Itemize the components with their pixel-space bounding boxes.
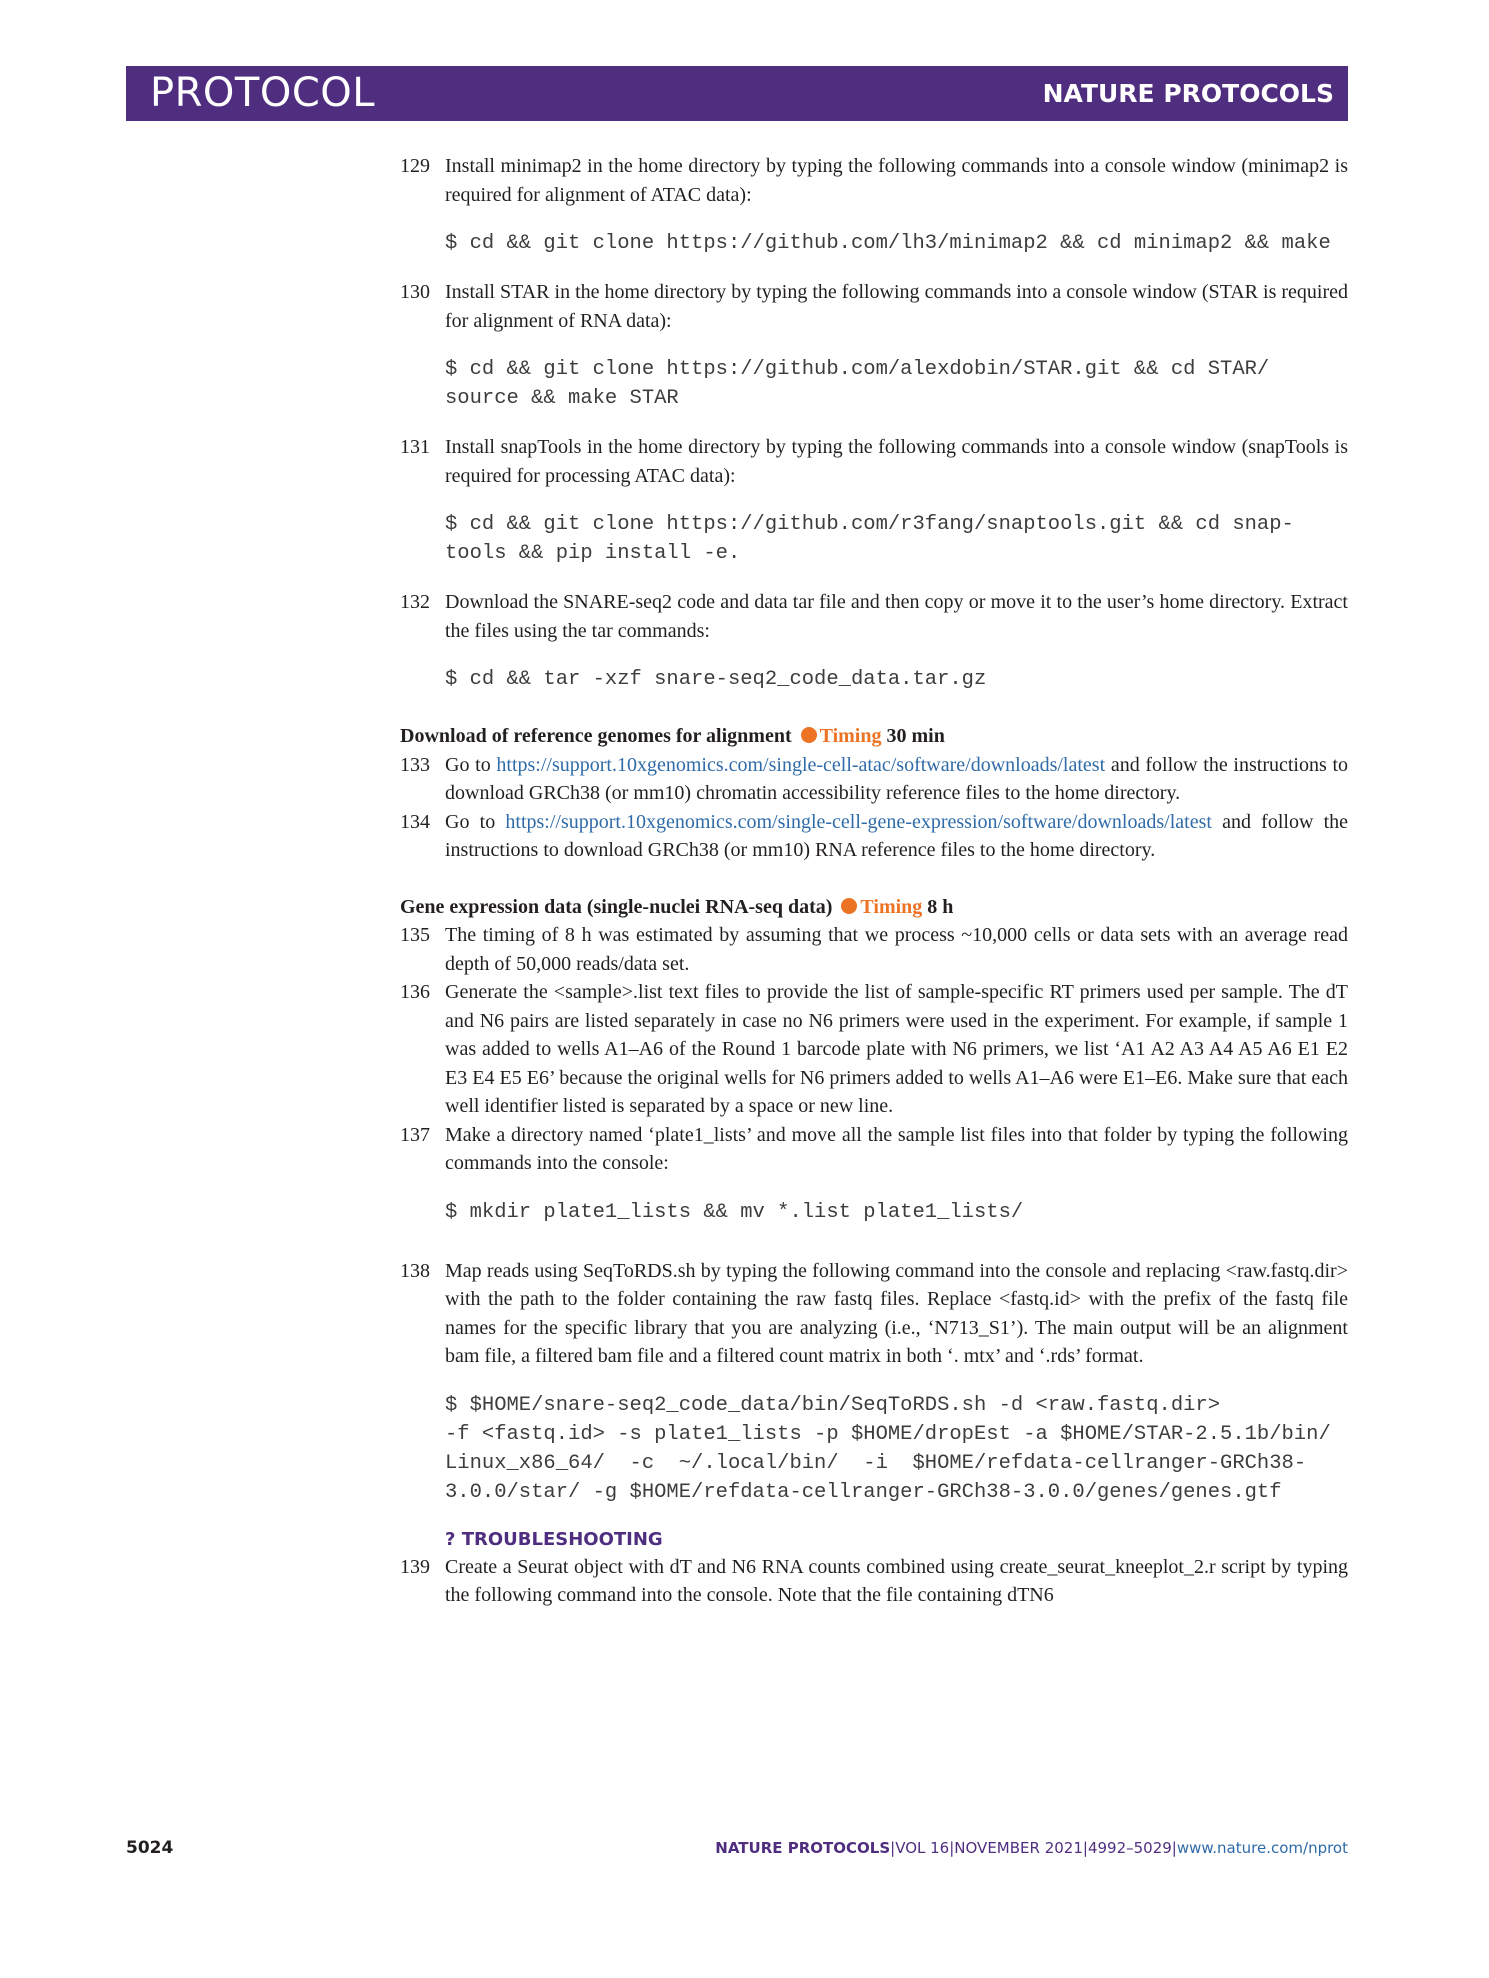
- step-number: 130: [400, 281, 430, 303]
- step-text: Make a directory named ‘plate1_lists’ and move all the sample list files into that folder by typing the following commands into the console:: [445, 1123, 1348, 1174]
- footer-volume: VOL 16: [895, 1839, 950, 1857]
- step-number: 139: [400, 1555, 430, 1578]
- timing-label: Timing: [860, 895, 923, 918]
- section-heading-reference-genomes: [400, 722, 1348, 751]
- footer-journal: NATURE PROTOCOLS: [715, 1839, 891, 1857]
- step-130: [400, 278, 1348, 335]
- footer-date: NOVEMBER 2021: [954, 1839, 1083, 1857]
- footer-url-link[interactable]: www.nature.com/nprot: [1176, 1839, 1348, 1857]
- step-135: [400, 921, 1348, 978]
- timing-label: Timing: [819, 725, 882, 747]
- step-number: 135: [400, 924, 430, 946]
- step-136: [400, 978, 1348, 1121]
- header-banner: [126, 66, 1348, 121]
- code-block: $ cd && git clone https://github.com/lh3/minimap2 && cd minimap2 && make: [445, 232, 1331, 255]
- step-129: [400, 152, 1348, 209]
- code-block: $ mkdir plate1_lists && mv *.list plate1_lists/: [445, 1200, 1024, 1224]
- download-link-atac[interactable]: https://support.10xgenomics.com/single-cell-atac/software/downloads/latest: [496, 753, 1106, 776]
- section-title: Download of reference genomes for alignment: [400, 725, 792, 747]
- step-text: Install STAR in the home directory by typing the following commands into a console window (STAR is required for alignment of RNA data):: [445, 281, 1348, 332]
- step-139: [400, 1553, 1348, 1610]
- step-number: 136: [400, 981, 430, 1003]
- download-link-gene-expression[interactable]: https://support.10xgenomics.com/single-cell-gene-expression/software/downloads/latest: [505, 810, 1212, 833]
- journal-label: NATURE PROTOCOLS: [1042, 79, 1334, 108]
- step-number: 132: [400, 591, 430, 613]
- section-title: Gene expression data (single-nuclei RNA-seq data): [400, 895, 833, 918]
- step-number: 131: [400, 436, 430, 458]
- step-text: Install snapTools in the home directory by typing the following commands into a console window (snapTools is required for processing ATAC data):: [445, 436, 1348, 487]
- page-content: [400, 152, 1348, 1610]
- step-131: [400, 433, 1348, 490]
- footer-pages: 4992–5029: [1087, 1839, 1172, 1857]
- code-block: $ cd && git clone https://github.com/alexdobin/STAR.git && cd STAR/ source && make STAR: [445, 358, 1270, 410]
- troubleshooting-link[interactable]: ? TROUBLESHOOTING: [445, 1528, 663, 1550]
- timing-dot-icon: [801, 727, 817, 743]
- timing-value: 30 min: [886, 725, 945, 747]
- step-text: Install minimap2 in the home directory by typing the following commands into a console window (minimap2 is required for alignment of ATAC data):: [445, 155, 1348, 206]
- step-137: [400, 1121, 1348, 1178]
- code-block: $ $HOME/snare-seq2_code_data/bin/SeqToRDS.sh -d <raw.fastq.dir> -f <fastq.id> -s plate1_lists -p $HOME/dropEst -a $HOME/STAR-2.5.1b/bin/ Linux_x86_64/ -c ~/.local/bin/ -i $HOME/refdata-cellranger-GRCh38- 3.0.0/star/ -g $HOME/refdata-cellranger-GRCh38-3.0.0/genes/genes.gtf: [445, 1393, 1331, 1504]
- step-number: 137: [400, 1123, 430, 1146]
- code-block: $ cd && git clone https://github.com/r3fang/snaptools.git && cd snap- tools && pip install -e.: [445, 513, 1294, 565]
- step-text: Go to: [445, 753, 497, 776]
- step-138: [400, 1257, 1348, 1371]
- step-text: The timing of 8 h was estimated by assuming that we process ~10,000 cells or data sets with an average read depth of 50,000 reads/data set.: [445, 924, 1348, 975]
- step-134: [400, 808, 1348, 865]
- step-133: [400, 751, 1348, 808]
- step-text: Create a Seurat object with dT and N6 RNA counts combined using create_seurat_kneeplot_2.r script by typing the following command into the console. Note that the file containing dTN6: [445, 1555, 1348, 1606]
- timing-dot-icon: [841, 898, 857, 914]
- section-label: PROTOCOL: [150, 70, 376, 116]
- step-text: Generate the <sample>.list text files to provide the list of sample-specific RT primers used per sample. The dT and N6 pairs are listed separately in case no N6 primers were used in the experiment. For example, if sample 1 was added to wells A1–A6 of the Round 1 barcode plate with N6 primers, we list ‘A1 A2 A3 A4 A5 A6 E1 E2 E3 E4 E5 E6’ because the original wells for N6 primers added to wells A1–A6 were E1–E6. Make sure that each well identifier listed is separated by a space or new line.: [445, 981, 1348, 1117]
- step-text: Download the SNARE-seq2 code and data tar file and then copy or move it to the user’s home directory. Extract the files using the tar commands:: [445, 591, 1348, 642]
- step-number: 129: [400, 155, 430, 177]
- step-number: 138: [400, 1259, 430, 1282]
- page-number: 5024: [126, 1838, 174, 1858]
- footer-citation: NATURE PROTOCOLS|VOL 16|NOVEMBER 2021|4992–5029|www.nature.com/nprot: [715, 1839, 1348, 1857]
- step-number: 134: [400, 810, 430, 833]
- section-heading-gene-expression: [400, 893, 1348, 922]
- step-text: Map reads using SeqToRDS.sh by typing the following command into the console and replacing <raw.fastq.dir> with the path to the folder containing the raw fastq files. Replace <fastq.id> with the prefix of the fastq file names for the specific library that you are analyzing (i.e., ‘N713_S1’). The main output will be an alignment bam file, a filtered bam file and a filtered count matrix in both ‘. mtx’ and ‘.rds’ format.: [445, 1259, 1348, 1367]
- step-number: 133: [400, 753, 430, 776]
- step-132: [400, 588, 1348, 645]
- code-block: $ cd && tar -xzf snare-seq2_code_data.tar.gz: [445, 668, 987, 691]
- step-text: and follow the instructions to download GRCh38 (or mm10) chromatin accessibility reference files to the home directory.: [445, 753, 1349, 804]
- timing-value: 8 h: [927, 895, 954, 918]
- step-text: Go to: [445, 810, 506, 833]
- step-text: and follow the instructions to download GRCh38 (or mm10) RNA reference files to the home directory.: [445, 810, 1349, 861]
